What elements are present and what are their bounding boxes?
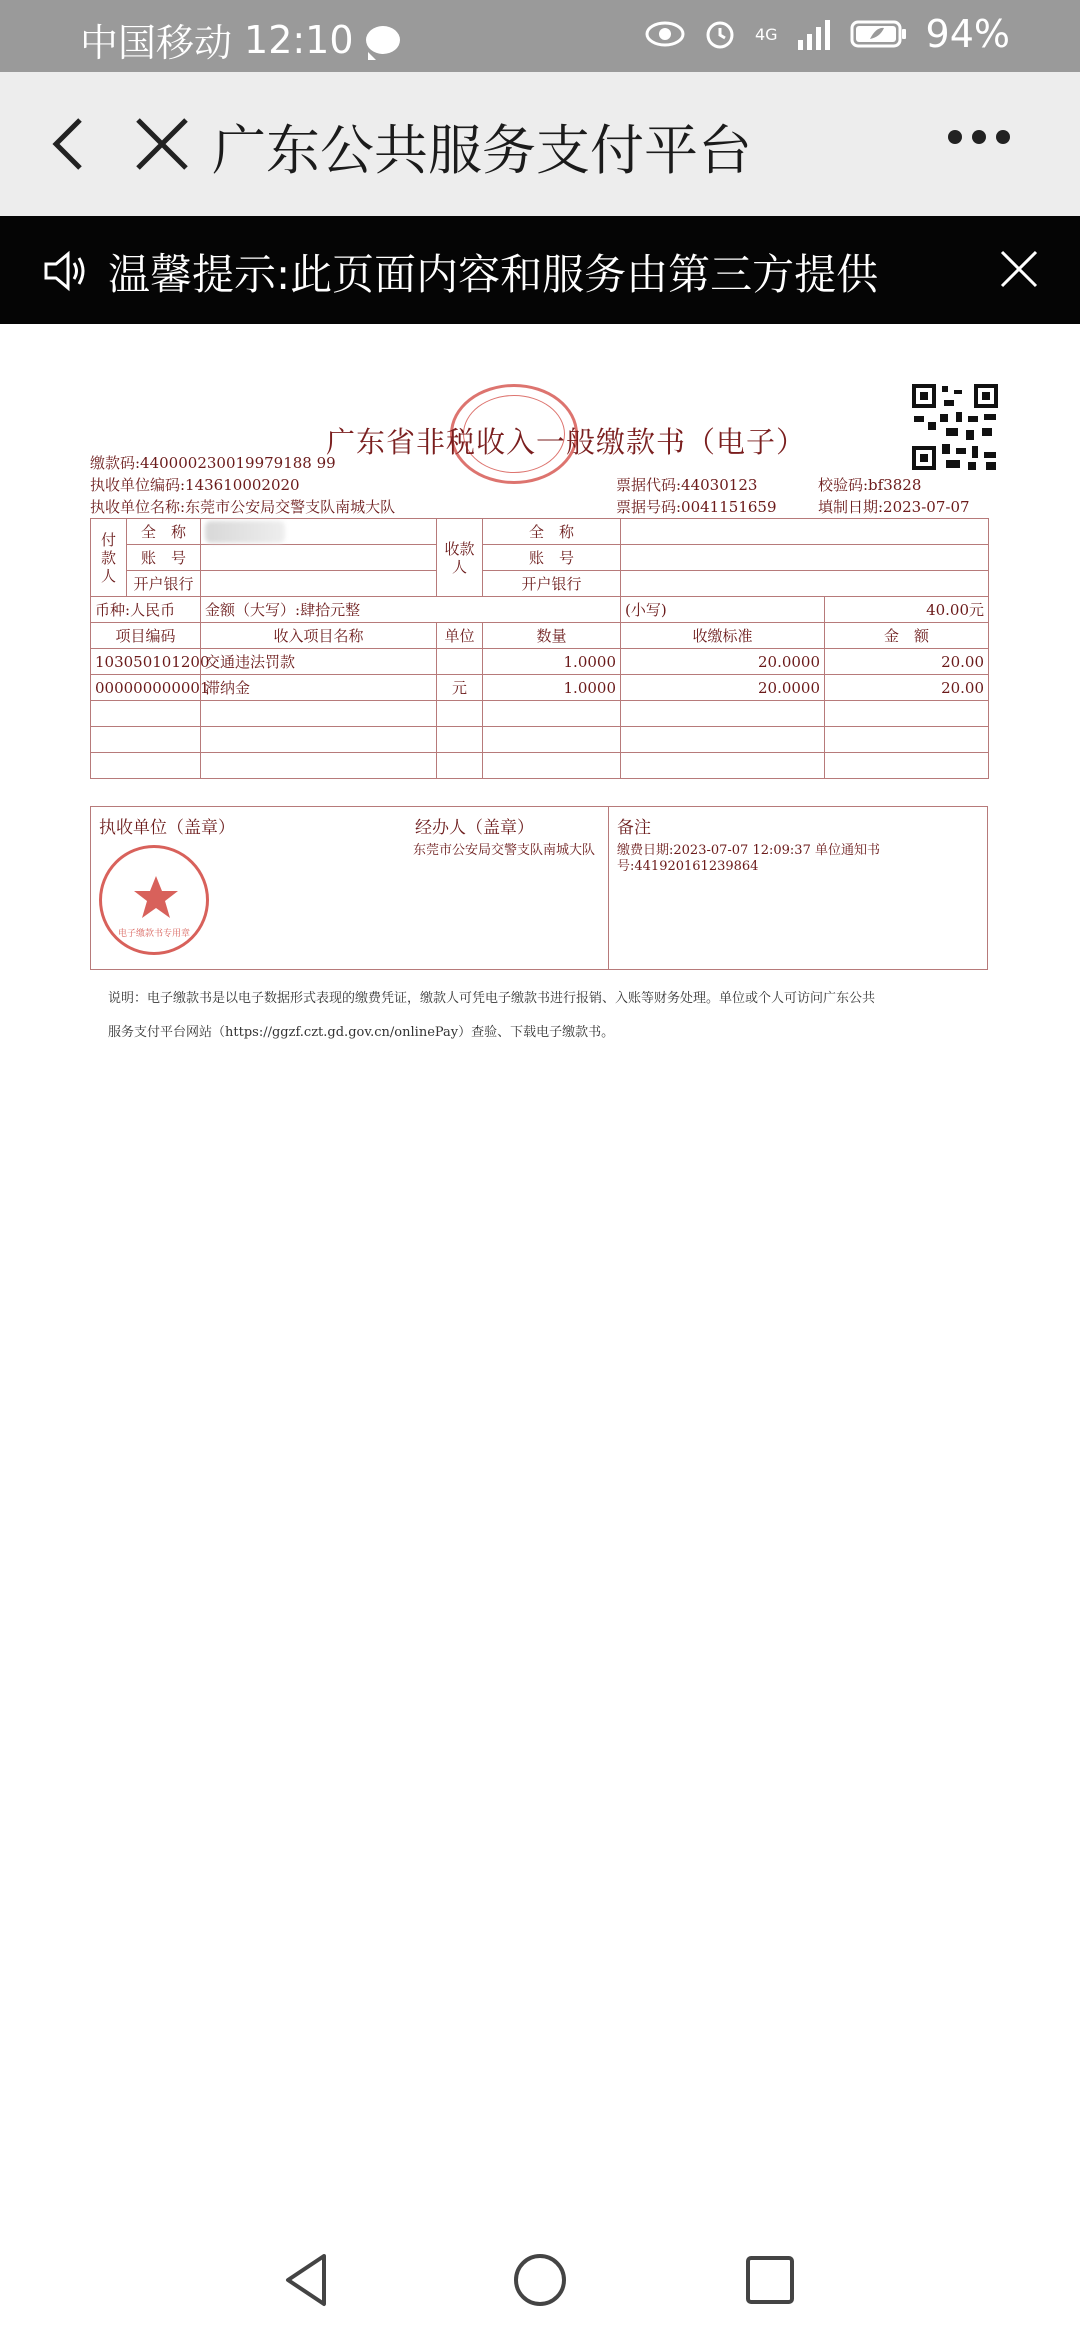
remarks-column — [609, 807, 987, 969]
header-unit: 单位 — [437, 623, 483, 649]
table-row — [91, 675, 989, 701]
empty-row — [91, 753, 989, 779]
item-name: 滞纳金 — [201, 675, 437, 701]
item-quantity: 1.0000 — [483, 649, 621, 675]
payee-full-name-value — [621, 519, 989, 545]
collecting-unit-column — [91, 807, 407, 969]
payer-bank-value — [201, 571, 437, 597]
system-navigation-bar — [0, 2220, 1080, 2340]
agency-name-label: 执收单位名称: — [90, 498, 186, 516]
redacted-name — [205, 521, 285, 543]
header-standard: 收缴标准 — [621, 623, 825, 649]
amount-upper-cell — [201, 597, 621, 623]
speaker-icon — [40, 246, 90, 296]
close-notice-icon[interactable] — [996, 246, 1042, 292]
check-code: 校验码:bf3828 — [818, 476, 922, 494]
item-amount: 20.00 — [825, 675, 989, 701]
fill-date: 填制日期:2023-07-07 — [818, 498, 970, 516]
payee-label: 收款人 — [437, 519, 483, 597]
currency-cell — [91, 597, 201, 623]
payment-code: 缴款码:440000230019979188 99 — [90, 454, 336, 472]
page-title: 广东公共服务支付平台 — [212, 119, 752, 182]
nav-recents-icon[interactable] — [740, 2250, 800, 2310]
currency-label: 币种: — [95, 601, 131, 619]
item-name: 交通违法罚款 — [201, 649, 437, 675]
bill-number: 票据号码:0041151659 — [616, 498, 777, 516]
notice-banner — [0, 216, 1080, 324]
item-standard: 20.0000 — [621, 675, 825, 701]
star-icon — [132, 874, 180, 920]
amount-upper-label: 金额（大写） — [205, 601, 296, 619]
empty-row — [91, 701, 989, 727]
header-amount: 金 额 — [825, 623, 989, 649]
payee-full-name-label: 全 称 — [483, 519, 621, 545]
amount-upper-value: :肆拾元整 — [295, 601, 361, 619]
signal-icon — [796, 18, 832, 50]
table-row — [91, 649, 989, 675]
clock: 12:10 — [244, 17, 354, 62]
item-unit: 元 — [437, 675, 483, 701]
handler-column — [407, 807, 609, 969]
item-code: 000000000001 — [91, 675, 201, 701]
bill-code: 票据代码:44030123 — [616, 476, 758, 494]
payee-bank-value — [621, 571, 989, 597]
payee-bank-label: 开户银行 — [483, 571, 621, 597]
signature-section — [90, 806, 988, 970]
payer-bank-label: 开户银行 — [127, 571, 201, 597]
bill-table — [90, 518, 989, 779]
status-bar — [0, 0, 1080, 72]
remarks-text: 缴费日期:2023-07-07 12:09:37 单位通知书号:441920161239864 — [617, 843, 880, 874]
payer-full-name-label: 全 称 — [127, 519, 201, 545]
network-type: 4G — [754, 24, 778, 44]
nav-back-icon[interactable] — [278, 2250, 338, 2310]
unit-seal — [99, 845, 209, 955]
payee-account-label: 账 号 — [483, 545, 621, 571]
message-notification-icon — [366, 26, 400, 54]
qr-code-icon — [910, 382, 1000, 472]
empty-row — [91, 727, 989, 753]
alarm-icon — [703, 17, 737, 51]
note-line-1: 说明：电子缴款书是以电子数据形式表现的缴费凭证，缴款人可凭电子缴款书进行报销、入账等财务处理。单位或个人可访问广东公共 — [108, 991, 876, 1006]
close-icon[interactable] — [130, 112, 194, 176]
payer-full-name-value — [201, 519, 437, 545]
remarks-label: 备注 — [617, 818, 651, 838]
document-title: 广东省非税收入一般缴款书（电子） — [326, 425, 807, 459]
notice-text: 温馨提示:此页面内容和服务由第三方提供 — [108, 250, 879, 299]
payee-account-value — [621, 545, 989, 571]
battery-level: 94% — [925, 12, 1010, 56]
document-note — [108, 982, 988, 1050]
title-bar — [0, 72, 1080, 216]
collecting-unit-label: 执收单位（盖章） — [99, 818, 235, 838]
payer-label: 付款人 — [91, 519, 127, 597]
battery-icon — [850, 19, 908, 49]
currency-value: 人民币 — [130, 601, 176, 619]
item-amount: 20.00 — [825, 649, 989, 675]
payer-account-value — [201, 545, 437, 571]
nav-home-icon[interactable] — [510, 2250, 570, 2310]
seal-caption: 电子缴款书专用章 — [117, 929, 190, 939]
agency-code: 执收单位编码:143610002020 — [90, 476, 300, 494]
payment-document — [86, 370, 996, 1050]
amount-lower-label: (小写) — [621, 597, 825, 623]
carrier-name: 中国移动 — [80, 21, 233, 65]
item-code: 103050101200 — [91, 649, 201, 675]
back-arrow-icon[interactable] — [40, 112, 104, 176]
amount-lower-value: 40.00元 — [825, 597, 989, 623]
more-options-icon[interactable] — [948, 130, 1010, 144]
agency-name-row — [90, 496, 395, 517]
header-item-name: 收入项目名称 — [201, 623, 437, 649]
header-quantity: 数量 — [483, 623, 621, 649]
handler-label: 经办人（盖章） — [415, 818, 534, 838]
payer-account-label: 账 号 — [127, 545, 201, 571]
item-quantity: 1.0000 — [483, 675, 621, 701]
item-unit — [437, 649, 483, 675]
agency-name: 东莞市公安局交警支队南城大队 — [185, 498, 396, 516]
item-standard: 20.0000 — [621, 649, 825, 675]
header-item-code: 项目编码 — [91, 623, 201, 649]
handler-name: 东莞市公安局交警支队南城大队 — [413, 843, 596, 858]
eye-icon — [645, 20, 685, 48]
note-line-2: 服务支付平台网站（https://ggzf.czt.gd.gov.cn/onlinePay）查验、下载电子缴款书。 — [108, 1025, 615, 1040]
